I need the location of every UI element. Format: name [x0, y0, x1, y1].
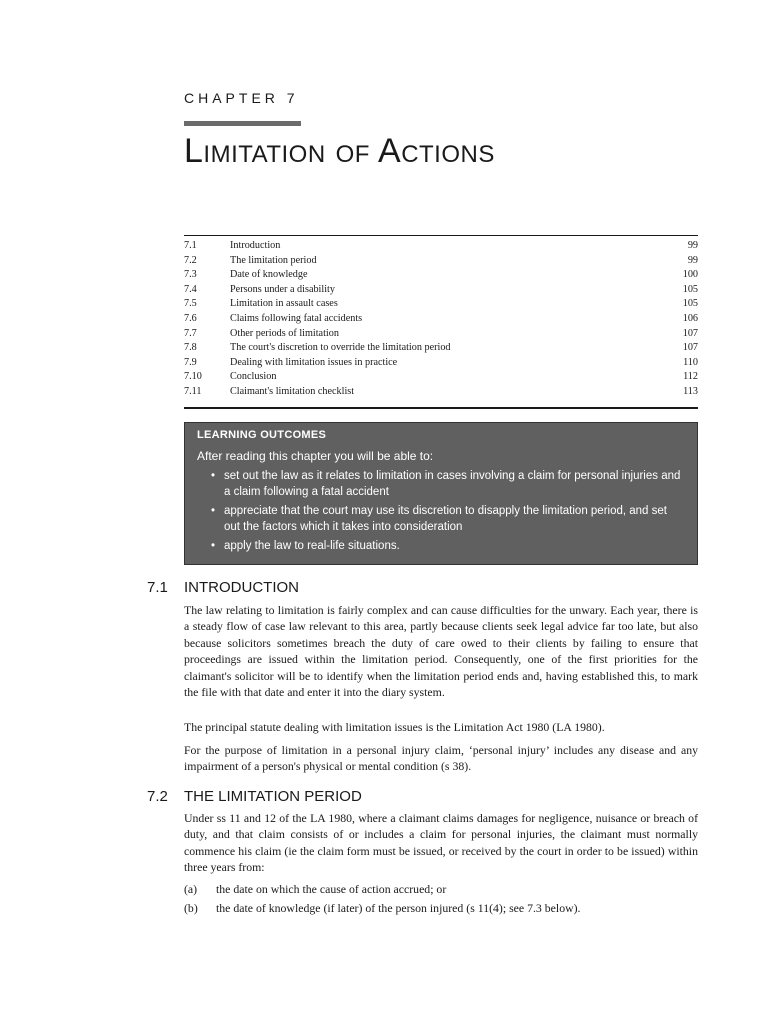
toc-row	[184, 297, 698, 312]
toc-row	[184, 341, 698, 356]
outcome-text: appreciate that the court may use its discretion to disapply the limitation period, and set out the factors which it takes into consideration	[224, 505, 667, 533]
toc-title: Conclusion	[230, 371, 277, 383]
paragraph: The law relating to limitation is fairly complex and can cause difficulties for the unwary. Each year, there is a steady flow of case law relevant to this area, partly because clients seek legal advice far too late, but also because solicitors sometimes breach the duty of care owed to their clients by failing to ensure that proceedings are issued within the limitation period. Consequently, one of the first priorities for the claimant's solicitor will be to identify when the limitation period ends and, having established this, to mark the file with that date and enter it into the diary system.	[184, 603, 698, 700]
toc-row	[184, 356, 698, 371]
toc-row	[184, 268, 698, 283]
toc-page: 99	[687, 254, 698, 266]
list-item	[211, 504, 685, 535]
chapter-rule	[184, 121, 301, 126]
chapter-title: Limitation of Actions	[184, 132, 495, 170]
learning-outcomes-box	[184, 422, 698, 565]
learning-outcomes-list	[197, 469, 685, 555]
toc-row	[184, 370, 698, 385]
learning-outcomes-intro: After reading this chapter you will be able to:	[197, 449, 434, 463]
list-item	[211, 469, 685, 500]
bullet-icon: •	[211, 470, 216, 482]
toc-number: 7.5	[184, 298, 197, 310]
learning-outcomes-heading: LEARNING OUTCOMES	[197, 429, 327, 441]
section-number: 7.2	[147, 788, 168, 805]
toc-title: Date of knowledge	[230, 269, 308, 281]
toc-number: 7.1	[184, 240, 197, 251]
outcome-text: apply the law to real-life situations.	[224, 540, 400, 552]
list-text: the date of knowledge (if later) of the person injured (s 11(4); see 7.3 below).	[216, 901, 581, 915]
list-item	[184, 881, 698, 897]
chapter-label: CHAPTER 7	[184, 90, 299, 106]
toc-number: 7.3	[184, 269, 197, 281]
toc-number: 7.10	[184, 371, 202, 383]
toc-title: Claimant's limitation checklist	[230, 385, 355, 397]
toc-page: 107	[682, 327, 698, 339]
toc-number: 7.7	[184, 327, 197, 339]
list-label: (b)	[184, 901, 198, 915]
toc-number: 7.9	[184, 356, 197, 368]
toc-title: Other periods of limitation	[230, 327, 339, 339]
toc-title: Introduction	[230, 240, 281, 251]
toc-row	[184, 239, 698, 254]
toc-number: 7.2	[184, 254, 197, 266]
toc-title: Claims following fatal accidents	[230, 312, 363, 324]
section-title: INTRODUCTION	[184, 579, 299, 596]
toc-row	[184, 254, 698, 269]
toc-title: The limitation period	[230, 254, 317, 266]
section-number: 7.1	[147, 579, 168, 596]
toc-number: 7.6	[184, 312, 197, 324]
toc-page: 110	[683, 356, 698, 368]
list-item	[184, 900, 698, 916]
section-heading-introduction	[147, 579, 299, 596]
toc-page: 113	[683, 385, 698, 397]
toc-page: 112	[683, 371, 698, 383]
list-label: (a)	[184, 882, 198, 896]
toc-row	[184, 327, 698, 342]
bullet-icon: •	[211, 505, 216, 517]
toc-page: 105	[682, 283, 698, 295]
toc-row	[184, 283, 698, 298]
toc-title: Dealing with limitation issues in practice	[230, 356, 398, 368]
table-of-contents	[184, 235, 698, 409]
toc-number: 7.4	[184, 283, 197, 295]
toc-title: Limitation in assault cases	[230, 298, 338, 310]
toc-page: 105	[682, 298, 698, 310]
toc-title: The court's discretion to override the limitation period	[230, 342, 451, 354]
toc-page: 100	[682, 269, 698, 281]
toc-page: 106	[682, 312, 698, 324]
bullet-icon: •	[211, 540, 216, 552]
toc-page: 107	[682, 342, 698, 354]
toc-number: 7.8	[184, 342, 197, 354]
toc-row	[184, 385, 698, 400]
section-title: THE LIMITATION PERIOD	[184, 788, 362, 805]
toc-row	[184, 312, 698, 327]
toc-number: 7.11	[184, 385, 202, 397]
paragraph: For the purpose of limitation in a personal injury claim, ‘personal injury’ includes any disease and any impairment of a person's physical or mental condition (s 38).	[184, 743, 698, 774]
paragraph: The principal statute dealing with limitation issues is the Limitation Act 1980 (LA 1980).	[184, 720, 605, 734]
toc-title: Persons under a disability	[230, 283, 335, 295]
list-item	[211, 539, 685, 555]
list-text: the date on which the cause of action accrued; or	[216, 882, 447, 896]
paragraph: Under ss 11 and 12 of the LA 1980, where a claimant claims damages for negligence, nuisance or breach of duty, and that claim consists of or includes a claim for personal injuries, the claimant must normally commence his claim (ie the claim form must be issued, or received by the court in order to be issued) within three years from:	[184, 811, 698, 875]
toc-page: 99	[687, 240, 698, 251]
outcome-text: set out the law as it relates to limitation in cases involving a claim for personal injuries and a claim following a fatal accident	[224, 470, 681, 498]
section-heading-limitation-period	[147, 788, 362, 805]
